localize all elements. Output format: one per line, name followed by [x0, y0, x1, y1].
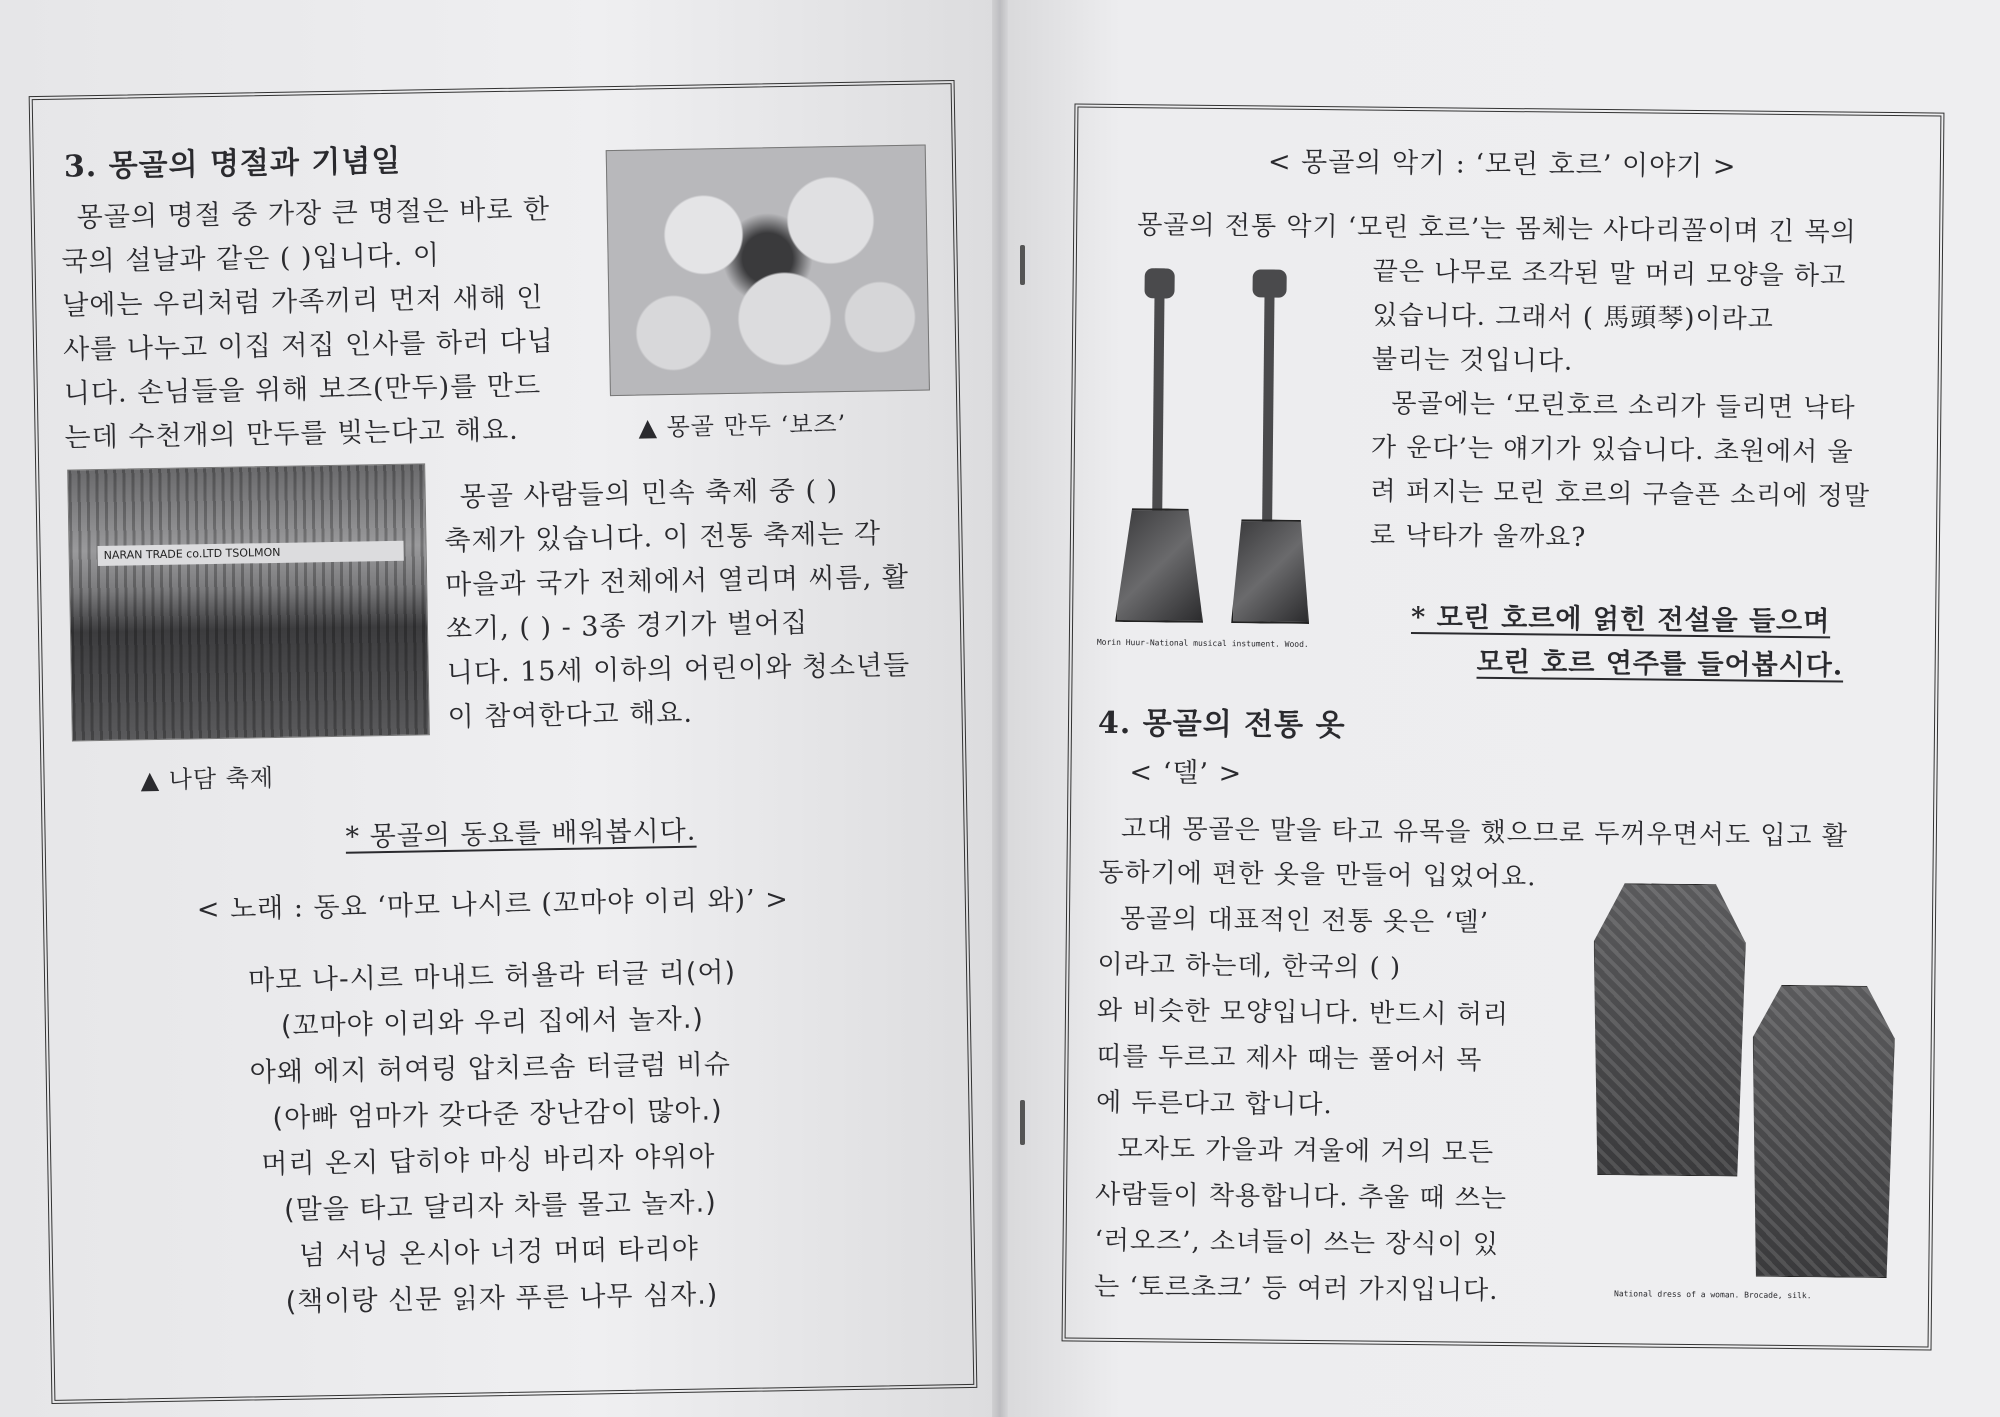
- text-line: 에 두른다고 합니다.: [1095, 1087, 1333, 1121]
- text-line: 로 낙타가 울까요?: [1369, 520, 1587, 553]
- festival-caption: ▲ 나담 축제: [140, 764, 275, 795]
- left-page-frame: [29, 80, 978, 1404]
- text-line: 니다. 손님들을 위해 보즈(만두)를 만드: [63, 370, 542, 410]
- text-line: 고대 몽골은 말을 타고 유목을 했으므로 두꺼우면서도 입고 활: [1120, 814, 1849, 852]
- morin-khuur-left-photo: [1103, 268, 1217, 629]
- text-line: 사를 나누고 이집 저집 인사를 하러 다닙: [62, 326, 555, 366]
- song-title: < 노래 : 동요 ‘마모 나시르 (꼬마야 이리 와)’ >: [196, 884, 790, 926]
- lyric-line: (책이랑 신문 읽자 푸른 나무 심자.): [285, 1279, 719, 1318]
- text-line: ‘러오즈’, 소녀들이 쓰는 장식이 있: [1094, 1225, 1500, 1260]
- legend-line-1: * 모린 호르에 얽힌 전설을 들으며: [1410, 602, 1831, 638]
- text-line: 마을과 국가 전체에서 열리며 씨름, 활: [444, 561, 910, 601]
- text-line: 축제가 있습니다. 이 전통 축제는 각: [444, 518, 882, 557]
- text-line: 날에는 우리처럼 가족끼리 먼저 새해 인: [62, 282, 544, 322]
- text-line: 이 참여한다고 해요.: [447, 697, 694, 733]
- text-line: 쏘기, ( ) - 3종 경기가 벌어집: [445, 607, 809, 645]
- festival-banner: NARAN TRADE co.LTD TSOLMON: [98, 541, 404, 566]
- legend-line-2: 모린 호르 연주를 들어봅시다.: [1476, 646, 1844, 682]
- naadam-festival-photo: [67, 463, 430, 741]
- text-line: 모자도 가을과 겨울에 거의 모든: [1117, 1133, 1495, 1168]
- text-line: 띠를 두르고 제사 때는 풀어서 목: [1096, 1041, 1483, 1076]
- section-title: 3. 몽골의 명절과 기념일: [63, 143, 402, 185]
- lyric-line: 아왜 에지 허여링 압치르솜 터글럼 비슈: [249, 1049, 732, 1089]
- dress-caption: National dress of a woman. Brocade, silk.: [1614, 1289, 1812, 1301]
- text-line: 는 ‘토르초크’ 등 여러 가지입니다.: [1093, 1271, 1499, 1306]
- text-line: 가 운다’는 얘기가 있습니다. 초원에서 울: [1370, 432, 1854, 468]
- song-heading: * 몽골의 동요를 배워봅시다.: [345, 815, 697, 853]
- text-line: 몽골의 대표적인 전통 옷은 ‘델’: [1119, 904, 1490, 938]
- text-line: 니다. 15세 이하의 어린이와 청소년들: [446, 649, 911, 689]
- lyric-line: (말을 타고 달리자 차를 몰고 놀자.): [283, 1187, 717, 1226]
- deel-robe-photo-2: [1750, 985, 1895, 1278]
- text-line: 있습니다. 그래서 ( 馬頭琴)이라고: [1372, 300, 1774, 335]
- buuz-dumpling-photo: [606, 145, 930, 397]
- morin-khuur-right-photo: [1213, 269, 1327, 630]
- deel-robe-photo-1: [1591, 883, 1746, 1177]
- text-line: 몽골에는 ‘모린호르 소리가 들리면 낙타: [1391, 388, 1856, 424]
- text-line: 이라고 하는데, 한국의 ( ): [1097, 949, 1402, 983]
- dumpling-caption: ▲ 몽골 만두 ‘보즈’: [638, 409, 847, 442]
- morin-khuur-title: < 몽골의 악기 : ‘모린 호르’ 이야기 >: [1267, 146, 1737, 183]
- text-line: 불리는 것입니다.: [1371, 344, 1574, 377]
- lyric-line: (꼬마야 이리와 우리 집에서 놀자.): [280, 1003, 705, 1042]
- text-line: 려 퍼지는 모린 호르의 구슬픈 소리에 정말: [1370, 476, 1871, 512]
- instrument-caption: Morin Huur-National musical instument. Wood.: [1096, 637, 1309, 649]
- text-line: 동하기에 편한 옷을 만들어 입었어요.: [1098, 857, 1537, 893]
- text-line: 는데 수천개의 만두를 빚는다고 해요.: [64, 414, 519, 454]
- lyric-line: 머리 온지 답히야 마싱 바리자 야위아: [261, 1141, 716, 1181]
- right-page-frame: [1062, 103, 1945, 1350]
- lyric-line: (아빠 엄마가 갖다준 장난감이 많아.): [272, 1095, 723, 1135]
- deel-subtitle: < ‘델’ >: [1129, 757, 1243, 790]
- text-line: 몽골의 명절 중 가장 큰 명절은 바로 한: [76, 194, 551, 234]
- book-fold: [992, 0, 1008, 1417]
- staple-top: [1020, 245, 1025, 285]
- clothing-section-title: 4. 몽골의 전통 옷: [1097, 705, 1346, 744]
- lyric-line: 마모 나-시르 마내드 허욜라 터글 리(어): [247, 956, 737, 997]
- staple-bottom: [1020, 1100, 1025, 1145]
- text-line: 몽골 사람들의 민속 축제 중 ( ): [459, 475, 839, 513]
- text-line: 끝은 나무로 조각된 말 머리 모양을 하고: [1372, 256, 1847, 292]
- text-line: 와 비슷한 모양입니다. 반드시 허리: [1096, 995, 1510, 1031]
- lyric-line: 넘 서닝 온시아 너겅 머떠 타리야: [298, 1233, 700, 1272]
- text-line: 국의 설날과 같은 ( )입니다. 이: [61, 240, 441, 278]
- text-line: 사람들이 착용합니다. 추울 때 쓰는: [1094, 1179, 1508, 1215]
- text-line: 몽골의 전통 악기 ‘모린 호르’는 몸체는 사다리꼴이며 긴 목의: [1137, 210, 1857, 248]
